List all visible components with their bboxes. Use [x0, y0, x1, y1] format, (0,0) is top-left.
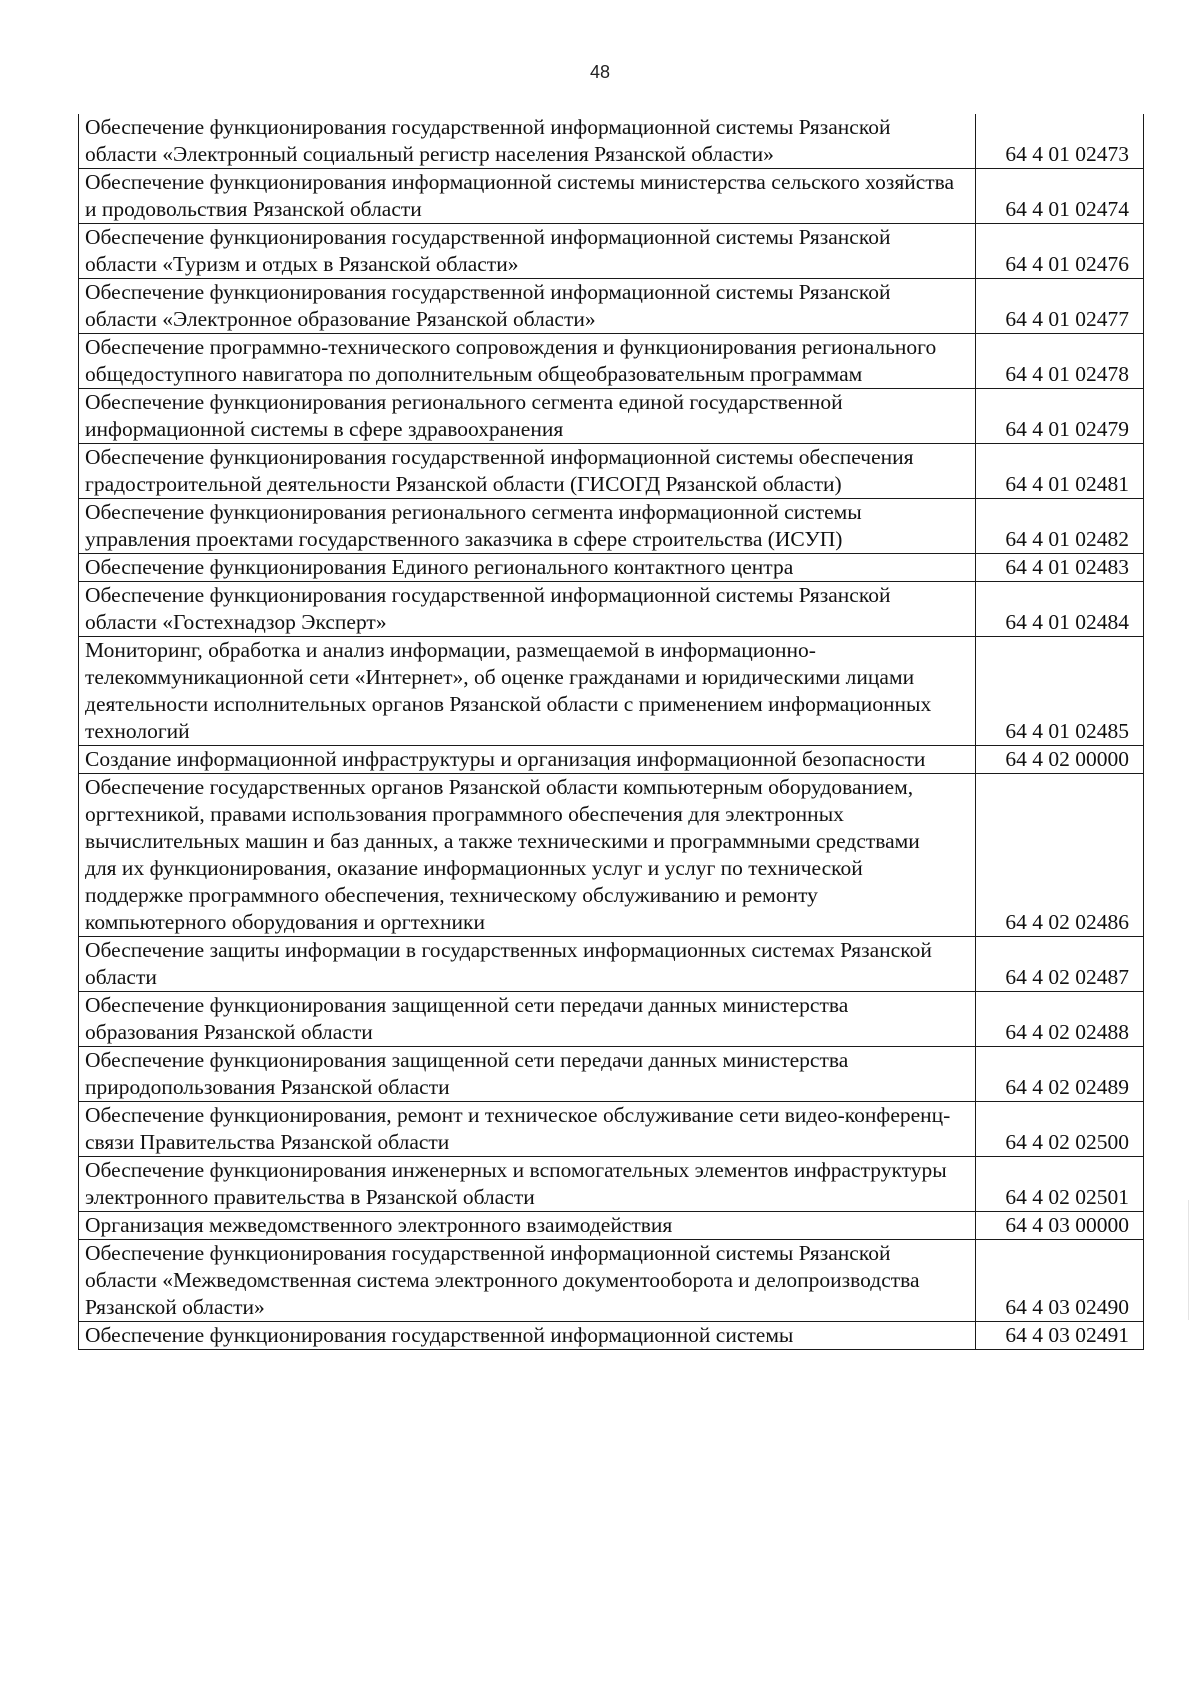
table-row: [79, 499, 1144, 554]
table-row: [79, 746, 1144, 774]
row-description: Обеспечение функционирования государственной информационной системы Рязанской области «Электронный социальный регистр населения Рязанской области»: [79, 114, 976, 169]
scan-edge-mark: [1188, 1200, 1189, 1320]
row-description: Обеспечение функционирования государственной информационной системы Рязанской области «Электронное образование Рязанской области»: [79, 279, 976, 334]
row-code: 64 4 01 02478: [976, 334, 1144, 389]
row-description: Обеспечение функционирования информационной системы министерства сельского хозяйства и продовольствия Рязанской области: [79, 169, 976, 224]
row-code: 64 4 01 02474: [976, 169, 1144, 224]
row-code: 64 4 02 02486: [976, 774, 1144, 937]
row-description: Обеспечение защиты информации в государственных информационных системах Рязанской области: [79, 937, 976, 992]
table-row: [79, 389, 1144, 444]
row-code: 64 4 01 02483: [976, 554, 1144, 582]
row-description: Обеспечение государственных органов Рязанской области компьютерным оборудованием, оргтехникой, правами использования программного обеспечения для электронных вычислительных машин и баз данных, а также техническими и программными средствами для их функционирования, оказание информационных услуг и услуг по технической поддержке программного обеспечения, техническому обслуживанию и ремонту компьютерного оборудования и оргтехники: [79, 774, 976, 937]
table-row: [79, 334, 1144, 389]
table-row: [79, 774, 1144, 937]
table-row: [79, 637, 1144, 746]
page-number: 48: [589, 62, 611, 82]
table-row: [79, 1212, 1144, 1240]
row-code: 64 4 03 02490: [976, 1240, 1144, 1322]
table-body: [79, 114, 1144, 1350]
table-row: [79, 114, 1144, 169]
row-code: 64 4 02 00000: [976, 746, 1144, 774]
row-description: Создание информационной инфраструктуры и организация информационной безопасности: [79, 746, 976, 774]
table-row: [79, 224, 1144, 279]
row-description: Обеспечение программно-технического сопровождения и функционирования регионального общедоступного навигатора по дополнительным общеобразовательным программам: [79, 334, 976, 389]
row-description: Обеспечение функционирования защищенной сети передачи данных министерства образования Рязанской области: [79, 992, 976, 1047]
row-description: Обеспечение функционирования государственной информационной системы Рязанской области «Гостехнадзор Эксперт»: [79, 582, 976, 637]
table-row: [79, 1322, 1144, 1350]
row-code: 64 4 01 02479: [976, 389, 1144, 444]
table-row: [79, 279, 1144, 334]
row-code: 64 4 01 02477: [976, 279, 1144, 334]
row-description: Обеспечение функционирования государственной информационной системы: [79, 1322, 976, 1350]
row-code: 64 4 02 02501: [976, 1157, 1144, 1212]
row-description: Организация межведомственного электронного взаимодействия: [79, 1212, 976, 1240]
row-code: 64 4 02 02500: [976, 1102, 1144, 1157]
table-row: [79, 1102, 1144, 1157]
row-description: Мониторинг, обработка и анализ информации, размещаемой в информационно-телекоммуникационной сети «Интернет», об оценке гражданами и юридическими лицами деятельности исполнительных органов Рязанской области с применением информационных технологий: [79, 637, 976, 746]
row-description: Обеспечение функционирования государственной информационной системы обеспечения градостроительной деятельности Рязанской области (ГИСОГД Рязанской области): [79, 444, 976, 499]
row-code: 64 4 01 02482: [976, 499, 1144, 554]
table-row: [79, 444, 1144, 499]
row-description: Обеспечение функционирования, ремонт и техническое обслуживание сети видео-конференц-связи Правительства Рязанской области: [79, 1102, 976, 1157]
table-row: [79, 1240, 1144, 1322]
row-description: Обеспечение функционирования регионального сегмента единой государственной информационной системы в сфере здравоохранения: [79, 389, 976, 444]
row-description: Обеспечение функционирования инженерных и вспомогательных элементов инфраструктуры электронного правительства в Рязанской области: [79, 1157, 976, 1212]
row-code: 64 4 01 02473: [976, 114, 1144, 169]
table-row: [79, 992, 1144, 1047]
row-code: 64 4 03 00000: [976, 1212, 1144, 1240]
table-row: [79, 937, 1144, 992]
table-row: [79, 582, 1144, 637]
row-description: Обеспечение функционирования государственной информационной системы Рязанской области «Туризм и отдых в Рязанской области»: [79, 224, 976, 279]
table-row: [79, 1157, 1144, 1212]
row-description: Обеспечение функционирования государственной информационной системы Рязанской области «Межведомственная система электронного документооборота и делопроизводства Рязанской области»: [79, 1240, 976, 1322]
row-code: 64 4 01 02476: [976, 224, 1144, 279]
row-code: 64 4 01 02481: [976, 444, 1144, 499]
row-description: Обеспечение функционирования Единого регионального контактного центра: [79, 554, 976, 582]
row-code: 64 4 03 02491: [976, 1322, 1144, 1350]
row-description: Обеспечение функционирования регионального сегмента информационной системы управления проектами государственного заказчика в сфере строительства (ИСУП): [79, 499, 976, 554]
row-code: 64 4 02 02487: [976, 937, 1144, 992]
table-row: [79, 169, 1144, 224]
row-code: 64 4 02 02489: [976, 1047, 1144, 1102]
budget-classification-table: [78, 114, 1144, 1350]
row-code: 64 4 01 02484: [976, 582, 1144, 637]
row-code: 64 4 02 02488: [976, 992, 1144, 1047]
table-row: [79, 1047, 1144, 1102]
table-row: [79, 554, 1144, 582]
row-code: 64 4 01 02485: [976, 637, 1144, 746]
row-description: Обеспечение функционирования защищенной сети передачи данных министерства природопользования Рязанской области: [79, 1047, 976, 1102]
